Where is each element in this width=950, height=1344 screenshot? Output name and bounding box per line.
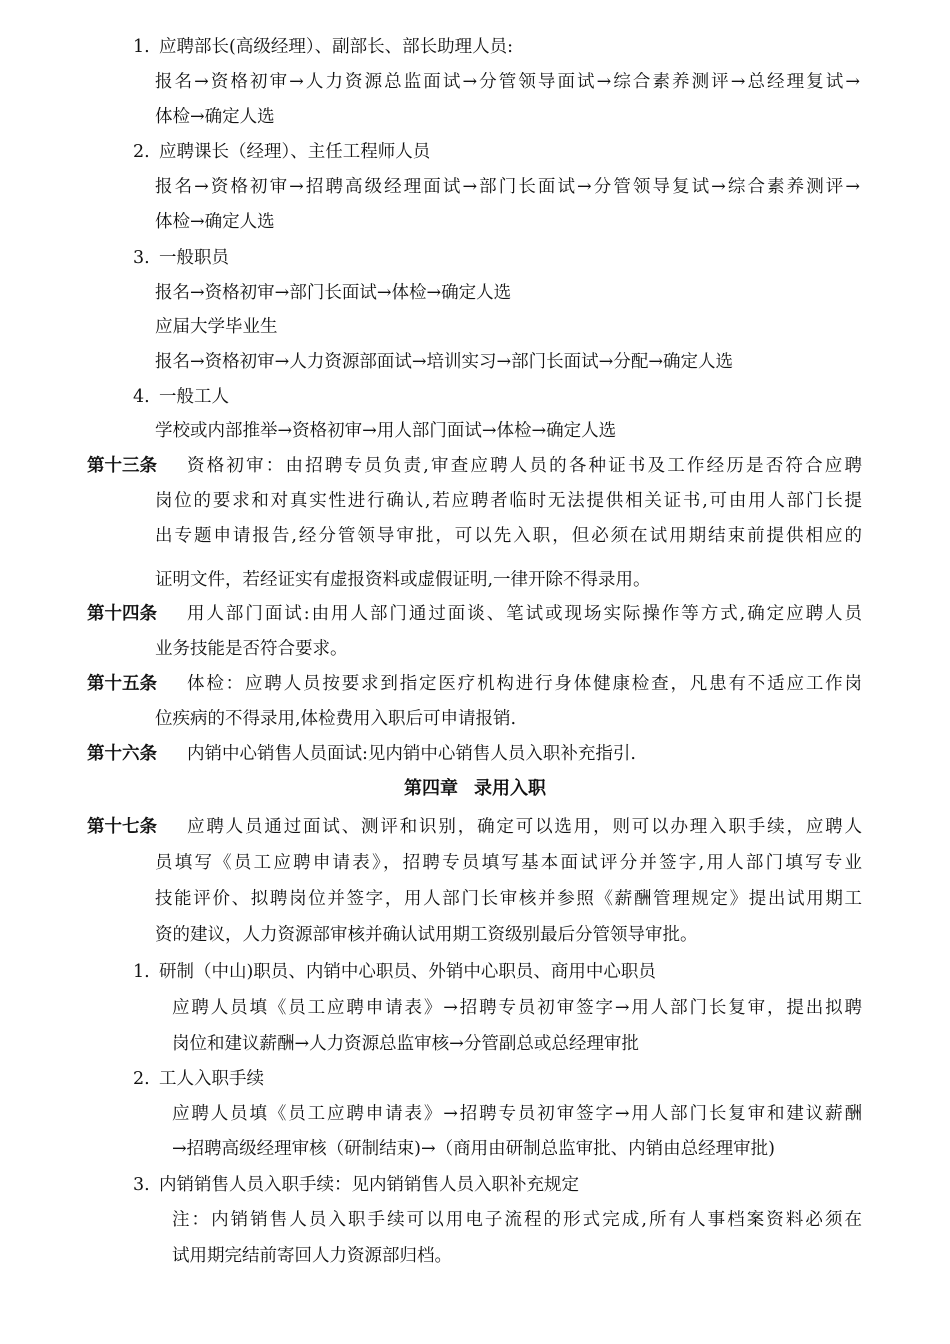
list-item-text: 报名→资格初审→部门长面试→体检→确定人选	[155, 283, 512, 303]
list-item-text: 学校或内部推举→资格初审→用人部门面试→体检→确定人选	[155, 421, 617, 441]
article-text: 业务技能是否符合要求。	[155, 639, 348, 659]
article-text: 位疾病的不得录用,体检费用入职后可申请报销.	[155, 709, 517, 729]
article-label: 第十五条	[87, 674, 157, 694]
article-label: 第十三条	[87, 456, 157, 476]
list-item-text: 应聘人员填《员工应聘申请表》→招聘专员初审签字→用人部门长复审和建议薪酬	[172, 1104, 862, 1124]
chapter-heading: 第四章 录用入职	[404, 778, 546, 799]
list-item-title: 2. 工人入职手续	[133, 1069, 264, 1089]
list-item-text: 报名→资格初审→人力资源总监面试→分管领导面试→综合素养测评→总经理复试→	[155, 72, 860, 92]
list-item-text: →招聘高级经理审核（研制结束)→（商用由研制总监审批、内销由总经理审批)	[172, 1139, 775, 1159]
article-text: 资格初审：由招聘专员负责,审查应聘人员的各种证书及工作经历是否符合应聘	[187, 456, 862, 476]
article-text: 技能评价、拟聘岗位并签字，用人部门长审核并参照《薪酬管理规定》提出试用期工	[155, 889, 862, 909]
article-text: 资的建议，人力资源部审核并确认试用期工资级别最后分管领导审批。	[155, 925, 698, 945]
list-item-text: 应届大学毕业生	[155, 317, 278, 337]
list-item-title: 4. 一般工人	[133, 387, 229, 407]
list-item-text: 报名→资格初审→人力资源部面试→培训实习→部门长面试→分配→确定人选	[155, 352, 733, 372]
article-text: 体检：应聘人员按要求到指定医疗机构进行身体健康检查，凡患有不适应工作岗	[187, 674, 862, 694]
list-item-text: 体检→确定人选	[155, 107, 275, 127]
list-item-title: 1. 研制（中山)职员、内销中心职员、外销中心职员、商用中心职员	[133, 962, 656, 982]
list-item-text: 岗位和建议薪酬→人力资源总监审核→分管副总或总经理审批	[172, 1034, 639, 1054]
article-label: 第十四条	[87, 604, 157, 624]
list-item-title: 3. 一般职员	[133, 248, 229, 268]
article-label: 第十六条	[87, 744, 157, 764]
list-item-text: 体检→确定人选	[155, 212, 275, 232]
list-item-title: 1. 应聘部长(高级经理）、副部长、部长助理人员:	[133, 37, 513, 57]
article-text: 岗位的要求和对真实性进行确认,若应聘者临时无法提供相关证书,可由用人部门长提	[155, 491, 862, 511]
list-item-text: 应聘人员填《员工应聘申请表》→招聘专员初审签字→用人部门长复审，提出拟聘	[172, 998, 862, 1018]
list-item-text: 试用期完结前寄回人力资源部归档。	[172, 1246, 452, 1266]
article-text: 应聘人员通过面试、测评和识别，确定可以选用，则可以办理入职手续，应聘人	[187, 817, 862, 837]
article-text: 用人部门面试:由用人部门通过面谈、笔试或现场实际操作等方式,确定应聘人员	[187, 604, 862, 624]
list-item-title: 3. 内销销售人员入职手续：见内销销售人员入职补充规定	[133, 1175, 579, 1195]
list-item-title: 2. 应聘课长（经理）、主任工程师人员	[133, 142, 431, 162]
article-text: 出专题申请报告,经分管领导审批，可以先入职，但必须在试用期结束前提供相应的	[155, 526, 862, 546]
list-item-text: 报名→资格初审→招聘高级经理面试→部门长面试→分管领导复试→综合素养测评→	[155, 177, 860, 197]
article-text: 证明文件，若经证实有虚报资料或虚假证明,一律开除不得录用。	[155, 570, 651, 590]
article-text: 员填写《员工应聘申请表》，招聘专员填写基本面试评分并签字,用人部门填写专业	[155, 853, 862, 873]
article-label: 第十七条	[87, 817, 157, 837]
list-item-text: 注：内销销售人员入职手续可以用电子流程的形式完成,所有人事档案资料必须在	[172, 1210, 862, 1230]
article-text: 内销中心销售人员面试:见内销中心销售人员入职补充指引.	[187, 744, 636, 764]
